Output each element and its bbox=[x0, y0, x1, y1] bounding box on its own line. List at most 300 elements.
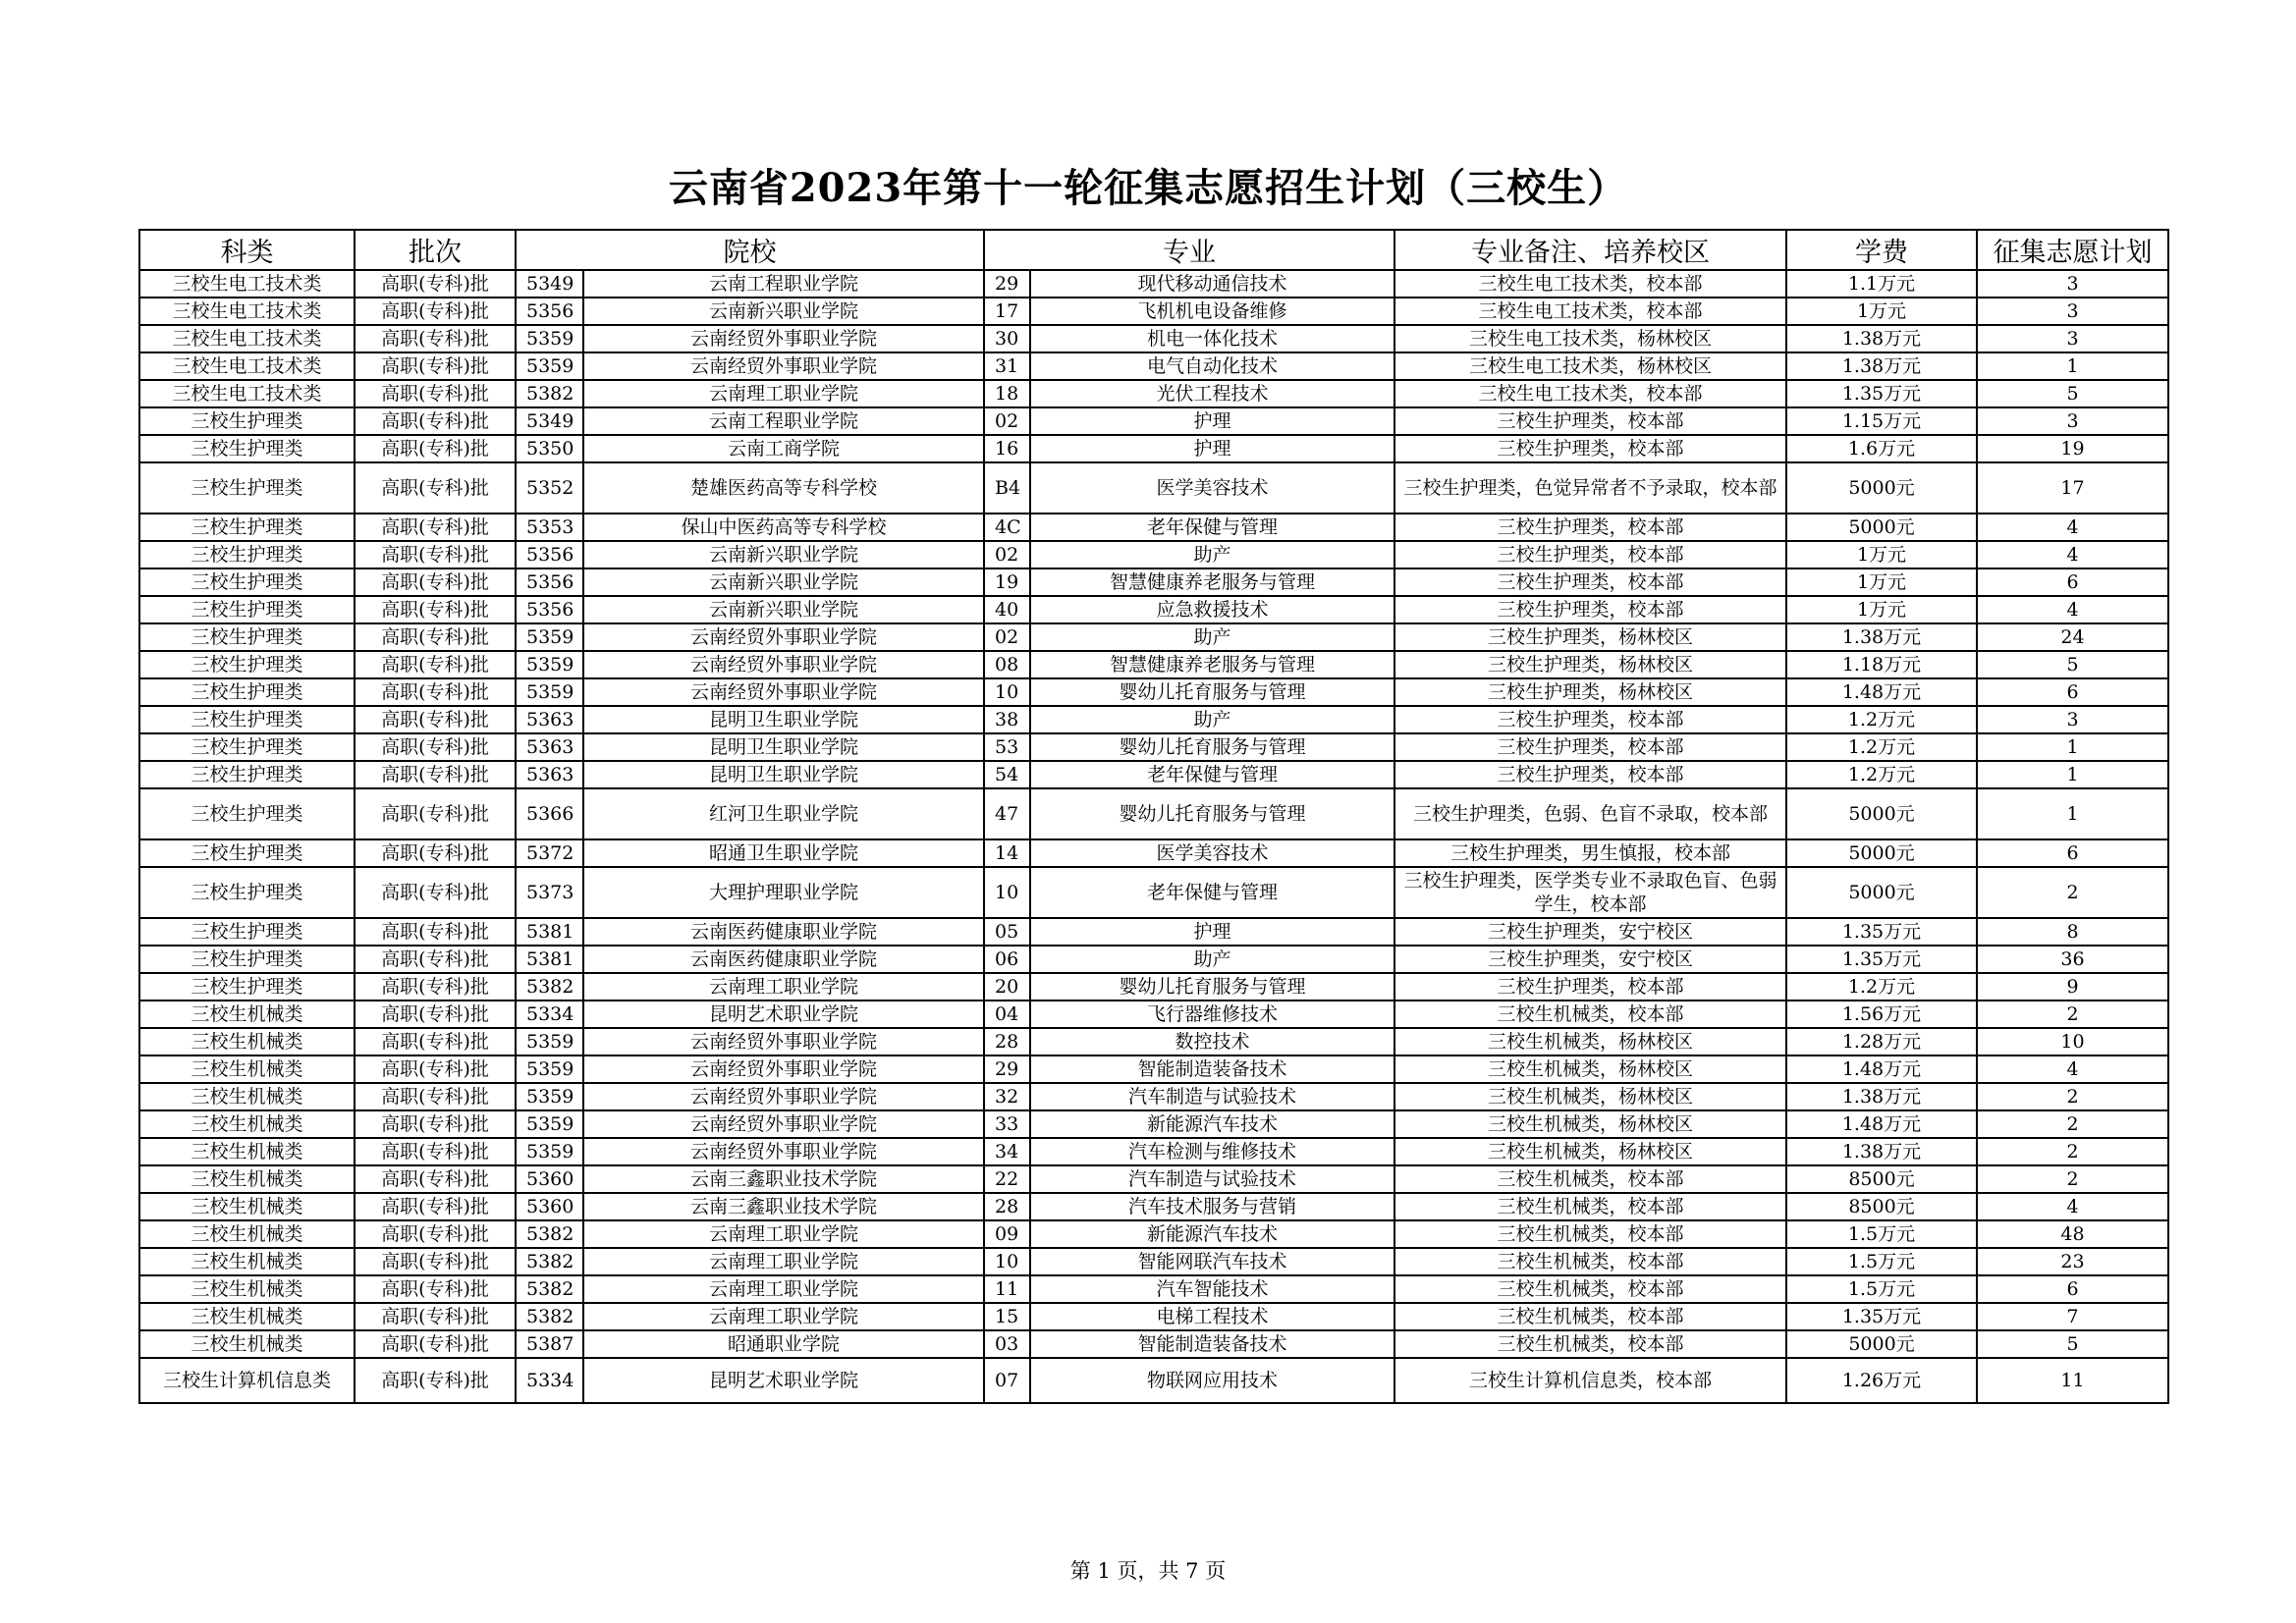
school-code-cell: 5352 bbox=[516, 462, 583, 514]
category-cell: 三校生护理类 bbox=[139, 918, 355, 946]
major-code-cell: 30 bbox=[984, 325, 1030, 352]
tuition-cell: 8500元 bbox=[1786, 1193, 1977, 1220]
school-code-cell: 5382 bbox=[516, 1220, 583, 1248]
tuition-cell: 1.38万元 bbox=[1786, 1083, 1977, 1110]
school-name-cell: 云南经贸外事职业学院 bbox=[583, 678, 984, 706]
header-school: 院校 bbox=[516, 230, 984, 270]
major-code-cell: 17 bbox=[984, 298, 1030, 325]
batch-cell: 高职(专科)批 bbox=[355, 1001, 516, 1028]
school-name-cell: 云南工商学院 bbox=[583, 435, 984, 462]
page-title: 云南省2023年第十一轮征集志愿招生计划（三校生） bbox=[668, 165, 1628, 211]
school-code-cell: 5387 bbox=[516, 1330, 583, 1358]
school-code-cell: 5356 bbox=[516, 568, 583, 596]
enrollment-plan-table bbox=[138, 229, 2169, 1404]
major-name-cell: 电气自动化技术 bbox=[1030, 352, 1394, 380]
category-cell: 三校生护理类 bbox=[139, 678, 355, 706]
table-row bbox=[139, 706, 2168, 733]
school-code-cell: 5356 bbox=[516, 596, 583, 623]
category-cell: 三校生电工技术类 bbox=[139, 380, 355, 407]
batch-cell: 高职(专科)批 bbox=[355, 1028, 516, 1055]
tuition-cell: 1.5万元 bbox=[1786, 1220, 1977, 1248]
plan-count-cell: 4 bbox=[1977, 514, 2168, 541]
tuition-cell: 1.35万元 bbox=[1786, 946, 1977, 973]
school-name-cell: 保山中医药高等专科学校 bbox=[583, 514, 984, 541]
tuition-cell: 1.38万元 bbox=[1786, 623, 1977, 651]
plan-count-cell: 9 bbox=[1977, 973, 2168, 1001]
batch-cell: 高职(专科)批 bbox=[355, 1275, 516, 1303]
school-name-cell: 云南理工职业学院 bbox=[583, 1248, 984, 1275]
school-name-cell: 云南理工职业学院 bbox=[583, 380, 984, 407]
table-row bbox=[139, 1138, 2168, 1165]
major-code-cell: 29 bbox=[984, 270, 1030, 298]
plan-count-cell: 48 bbox=[1977, 1220, 2168, 1248]
category-cell: 三校生护理类 bbox=[139, 568, 355, 596]
school-name-cell: 云南理工职业学院 bbox=[583, 1275, 984, 1303]
table-row bbox=[139, 1165, 2168, 1193]
school-code-cell: 5350 bbox=[516, 435, 583, 462]
plan-count-cell: 4 bbox=[1977, 541, 2168, 568]
category-cell: 三校生护理类 bbox=[139, 839, 355, 867]
remarks-cell: 三校生机械类，校本部 bbox=[1394, 1193, 1786, 1220]
tuition-cell: 8500元 bbox=[1786, 1165, 1977, 1193]
major-name-cell: 老年保健与管理 bbox=[1030, 514, 1394, 541]
school-code-cell: 5363 bbox=[516, 761, 583, 788]
table-row bbox=[139, 380, 2168, 407]
major-code-cell: 11 bbox=[984, 1275, 1030, 1303]
major-name-cell: 智慧健康养老服务与管理 bbox=[1030, 568, 1394, 596]
category-cell: 三校生护理类 bbox=[139, 514, 355, 541]
school-name-cell: 云南三鑫职业技术学院 bbox=[583, 1165, 984, 1193]
school-name-cell: 云南新兴职业学院 bbox=[583, 298, 984, 325]
school-name-cell: 云南新兴职业学院 bbox=[583, 568, 984, 596]
remarks-cell: 三校生机械类，校本部 bbox=[1394, 1248, 1786, 1275]
table-row bbox=[139, 1055, 2168, 1083]
major-name-cell: 现代移动通信技术 bbox=[1030, 270, 1394, 298]
school-code-cell: 5359 bbox=[516, 1138, 583, 1165]
school-name-cell: 云南医药健康职业学院 bbox=[583, 946, 984, 973]
major-code-cell: 4C bbox=[984, 514, 1030, 541]
tuition-cell: 1.38万元 bbox=[1786, 325, 1977, 352]
school-code-cell: 5382 bbox=[516, 973, 583, 1001]
remarks-cell: 三校生机械类，杨林校区 bbox=[1394, 1138, 1786, 1165]
school-name-cell: 云南工程职业学院 bbox=[583, 270, 984, 298]
school-code-cell: 5359 bbox=[516, 1055, 583, 1083]
plan-count-cell: 3 bbox=[1977, 270, 2168, 298]
school-code-cell: 5356 bbox=[516, 541, 583, 568]
category-cell: 三校生机械类 bbox=[139, 1303, 355, 1330]
major-name-cell: 电梯工程技术 bbox=[1030, 1303, 1394, 1330]
tuition-cell: 5000元 bbox=[1786, 839, 1977, 867]
batch-cell: 高职(专科)批 bbox=[355, 918, 516, 946]
tuition-cell: 1.35万元 bbox=[1786, 380, 1977, 407]
major-name-cell: 医学美容技术 bbox=[1030, 839, 1394, 867]
table-row bbox=[139, 623, 2168, 651]
major-name-cell: 汽车技术服务与营销 bbox=[1030, 1193, 1394, 1220]
major-code-cell: 09 bbox=[984, 1220, 1030, 1248]
batch-cell: 高职(专科)批 bbox=[355, 1358, 516, 1403]
school-name-cell: 云南经贸外事职业学院 bbox=[583, 1110, 984, 1138]
remarks-cell: 三校生护理类，杨林校区 bbox=[1394, 623, 1786, 651]
tuition-cell: 1.5万元 bbox=[1786, 1275, 1977, 1303]
major-name-cell: 新能源汽车技术 bbox=[1030, 1220, 1394, 1248]
table-row bbox=[139, 1083, 2168, 1110]
major-code-cell: 07 bbox=[984, 1358, 1030, 1403]
major-code-cell: 08 bbox=[984, 651, 1030, 678]
table-row bbox=[139, 596, 2168, 623]
major-name-cell: 护理 bbox=[1030, 407, 1394, 435]
plan-count-cell: 1 bbox=[1977, 788, 2168, 839]
school-name-cell: 云南经贸外事职业学院 bbox=[583, 623, 984, 651]
major-code-cell: 32 bbox=[984, 1083, 1030, 1110]
tuition-cell: 1.48万元 bbox=[1786, 678, 1977, 706]
category-cell: 三校生机械类 bbox=[139, 1001, 355, 1028]
remarks-cell: 三校生机械类，杨林校区 bbox=[1394, 1110, 1786, 1138]
category-cell: 三校生机械类 bbox=[139, 1028, 355, 1055]
remarks-cell: 三校生机械类，校本部 bbox=[1394, 1330, 1786, 1358]
school-code-cell: 5360 bbox=[516, 1165, 583, 1193]
category-cell: 三校生机械类 bbox=[139, 1248, 355, 1275]
table-row bbox=[139, 788, 2168, 839]
school-name-cell: 昭通职业学院 bbox=[583, 1330, 984, 1358]
header-tuition: 学费 bbox=[1786, 230, 1977, 270]
category-cell: 三校生电工技术类 bbox=[139, 325, 355, 352]
batch-cell: 高职(专科)批 bbox=[355, 1303, 516, 1330]
plan-count-cell: 3 bbox=[1977, 325, 2168, 352]
tuition-cell: 1.2万元 bbox=[1786, 706, 1977, 733]
batch-cell: 高职(专科)批 bbox=[355, 706, 516, 733]
batch-cell: 高职(专科)批 bbox=[355, 352, 516, 380]
tuition-cell: 1.2万元 bbox=[1786, 761, 1977, 788]
table-row bbox=[139, 1110, 2168, 1138]
school-name-cell: 云南理工职业学院 bbox=[583, 973, 984, 1001]
plan-count-cell: 24 bbox=[1977, 623, 2168, 651]
tuition-cell: 1.48万元 bbox=[1786, 1110, 1977, 1138]
category-cell: 三校生机械类 bbox=[139, 1165, 355, 1193]
major-name-cell: 智能网联汽车技术 bbox=[1030, 1248, 1394, 1275]
school-code-cell: 5381 bbox=[516, 946, 583, 973]
major-code-cell: 06 bbox=[984, 946, 1030, 973]
category-cell: 三校生护理类 bbox=[139, 733, 355, 761]
school-code-cell: 5359 bbox=[516, 678, 583, 706]
school-name-cell: 昆明艺术职业学院 bbox=[583, 1358, 984, 1403]
tuition-cell: 1.48万元 bbox=[1786, 1055, 1977, 1083]
tuition-cell: 1.6万元 bbox=[1786, 435, 1977, 462]
plan-count-cell: 2 bbox=[1977, 867, 2168, 918]
table-row bbox=[139, 867, 2168, 918]
remarks-cell: 三校生护理类，安宁校区 bbox=[1394, 946, 1786, 973]
tuition-cell: 1.18万元 bbox=[1786, 651, 1977, 678]
batch-cell: 高职(专科)批 bbox=[355, 270, 516, 298]
category-cell: 三校生机械类 bbox=[139, 1193, 355, 1220]
plan-count-cell: 6 bbox=[1977, 839, 2168, 867]
major-code-cell: 02 bbox=[984, 623, 1030, 651]
remarks-cell: 三校生护理类，校本部 bbox=[1394, 733, 1786, 761]
school-name-cell: 云南经贸外事职业学院 bbox=[583, 325, 984, 352]
major-name-cell: 机电一体化技术 bbox=[1030, 325, 1394, 352]
school-name-cell: 云南经贸外事职业学院 bbox=[583, 1083, 984, 1110]
batch-cell: 高职(专科)批 bbox=[355, 1248, 516, 1275]
remarks-cell: 三校生护理类，校本部 bbox=[1394, 541, 1786, 568]
major-code-cell: 02 bbox=[984, 541, 1030, 568]
batch-cell: 高职(专科)批 bbox=[355, 541, 516, 568]
category-cell: 三校生护理类 bbox=[139, 706, 355, 733]
table-row bbox=[139, 839, 2168, 867]
remarks-cell: 三校生机械类，校本部 bbox=[1394, 1220, 1786, 1248]
category-cell: 三校生计算机信息类 bbox=[139, 1358, 355, 1403]
school-code-cell: 5372 bbox=[516, 839, 583, 867]
remarks-cell: 三校生护理类，校本部 bbox=[1394, 568, 1786, 596]
tuition-cell: 5000元 bbox=[1786, 1330, 1977, 1358]
remarks-cell: 三校生护理类，校本部 bbox=[1394, 973, 1786, 1001]
major-code-cell: 16 bbox=[984, 435, 1030, 462]
tuition-cell: 1万元 bbox=[1786, 568, 1977, 596]
remarks-cell: 三校生护理类，校本部 bbox=[1394, 435, 1786, 462]
school-code-cell: 5360 bbox=[516, 1193, 583, 1220]
table-row bbox=[139, 1248, 2168, 1275]
school-code-cell: 5359 bbox=[516, 651, 583, 678]
plan-count-cell: 1 bbox=[1977, 352, 2168, 380]
batch-cell: 高职(专科)批 bbox=[355, 788, 516, 839]
major-code-cell: 47 bbox=[984, 788, 1030, 839]
school-code-cell: 5359 bbox=[516, 1083, 583, 1110]
major-name-cell: 婴幼儿托育服务与管理 bbox=[1030, 788, 1394, 839]
batch-cell: 高职(专科)批 bbox=[355, 733, 516, 761]
header-major: 专业 bbox=[984, 230, 1394, 270]
major-name-cell: 助产 bbox=[1030, 541, 1394, 568]
batch-cell: 高职(专科)批 bbox=[355, 407, 516, 435]
major-name-cell: 汽车检测与维修技术 bbox=[1030, 1138, 1394, 1165]
school-code-cell: 5382 bbox=[516, 1248, 583, 1275]
remarks-cell: 三校生护理类，校本部 bbox=[1394, 407, 1786, 435]
plan-count-cell: 1 bbox=[1977, 733, 2168, 761]
plan-count-cell: 17 bbox=[1977, 462, 2168, 514]
category-cell: 三校生护理类 bbox=[139, 596, 355, 623]
remarks-cell: 三校生机械类，杨林校区 bbox=[1394, 1028, 1786, 1055]
batch-cell: 高职(专科)批 bbox=[355, 867, 516, 918]
table-row bbox=[139, 325, 2168, 352]
remarks-cell: 三校生机械类，校本部 bbox=[1394, 1275, 1786, 1303]
school-code-cell: 5359 bbox=[516, 1028, 583, 1055]
category-cell: 三校生护理类 bbox=[139, 407, 355, 435]
category-cell: 三校生护理类 bbox=[139, 462, 355, 514]
major-code-cell: 54 bbox=[984, 761, 1030, 788]
batch-cell: 高职(专科)批 bbox=[355, 462, 516, 514]
plan-count-cell: 4 bbox=[1977, 1055, 2168, 1083]
remarks-cell: 三校生护理类，色弱、色盲不录取，校本部 bbox=[1394, 788, 1786, 839]
tuition-cell: 1.38万元 bbox=[1786, 352, 1977, 380]
school-name-cell: 大理护理职业学院 bbox=[583, 867, 984, 918]
remarks-cell: 三校生护理类，杨林校区 bbox=[1394, 678, 1786, 706]
tuition-cell: 1.2万元 bbox=[1786, 973, 1977, 1001]
table-row bbox=[139, 1001, 2168, 1028]
tuition-cell: 1.35万元 bbox=[1786, 918, 1977, 946]
school-name-cell: 昆明卫生职业学院 bbox=[583, 761, 984, 788]
school-code-cell: 5363 bbox=[516, 733, 583, 761]
remarks-cell: 三校生护理类，杨林校区 bbox=[1394, 651, 1786, 678]
category-cell: 三校生护理类 bbox=[139, 651, 355, 678]
category-cell: 三校生机械类 bbox=[139, 1110, 355, 1138]
category-cell: 三校生机械类 bbox=[139, 1330, 355, 1358]
major-name-cell: 飞行器维修技术 bbox=[1030, 1001, 1394, 1028]
table-header-row bbox=[139, 230, 2168, 270]
category-cell: 三校生电工技术类 bbox=[139, 352, 355, 380]
batch-cell: 高职(专科)批 bbox=[355, 1220, 516, 1248]
category-cell: 三校生护理类 bbox=[139, 541, 355, 568]
major-code-cell: 22 bbox=[984, 1165, 1030, 1193]
batch-cell: 高职(专科)批 bbox=[355, 1330, 516, 1358]
table-row bbox=[139, 1358, 2168, 1403]
table-row bbox=[139, 1193, 2168, 1220]
major-code-cell: 29 bbox=[984, 1055, 1030, 1083]
school-code-cell: 5382 bbox=[516, 1275, 583, 1303]
tuition-cell: 1万元 bbox=[1786, 541, 1977, 568]
table-row bbox=[139, 761, 2168, 788]
plan-count-cell: 5 bbox=[1977, 1330, 2168, 1358]
plan-count-cell: 19 bbox=[1977, 435, 2168, 462]
school-name-cell: 云南经贸外事职业学院 bbox=[583, 651, 984, 678]
category-cell: 三校生护理类 bbox=[139, 788, 355, 839]
major-name-cell: 飞机机电设备维修 bbox=[1030, 298, 1394, 325]
major-name-cell: 老年保健与管理 bbox=[1030, 867, 1394, 918]
school-code-cell: 5359 bbox=[516, 1110, 583, 1138]
batch-cell: 高职(专科)批 bbox=[355, 1193, 516, 1220]
major-code-cell: 02 bbox=[984, 407, 1030, 435]
plan-count-cell: 6 bbox=[1977, 568, 2168, 596]
category-cell: 三校生护理类 bbox=[139, 761, 355, 788]
plan-count-cell: 6 bbox=[1977, 678, 2168, 706]
major-code-cell: B4 bbox=[984, 462, 1030, 514]
table-row bbox=[139, 352, 2168, 380]
table-row bbox=[139, 678, 2168, 706]
tuition-cell: 1.5万元 bbox=[1786, 1248, 1977, 1275]
remarks-cell: 三校生计算机信息类，校本部 bbox=[1394, 1358, 1786, 1403]
major-name-cell: 老年保健与管理 bbox=[1030, 761, 1394, 788]
batch-cell: 高职(专科)批 bbox=[355, 761, 516, 788]
school-code-cell: 5359 bbox=[516, 352, 583, 380]
page-number: 第 1 页，共 7 页 bbox=[1069, 1559, 1227, 1583]
category-cell: 三校生护理类 bbox=[139, 973, 355, 1001]
tuition-cell: 5000元 bbox=[1786, 867, 1977, 918]
major-name-cell: 助产 bbox=[1030, 946, 1394, 973]
batch-cell: 高职(专科)批 bbox=[355, 1165, 516, 1193]
major-code-cell: 19 bbox=[984, 568, 1030, 596]
school-code-cell: 5373 bbox=[516, 867, 583, 918]
plan-count-cell: 5 bbox=[1977, 651, 2168, 678]
batch-cell: 高职(专科)批 bbox=[355, 651, 516, 678]
plan-count-cell: 2 bbox=[1977, 1165, 2168, 1193]
plan-count-cell: 3 bbox=[1977, 298, 2168, 325]
remarks-cell: 三校生机械类，杨林校区 bbox=[1394, 1055, 1786, 1083]
batch-cell: 高职(专科)批 bbox=[355, 568, 516, 596]
tuition-cell: 1.26万元 bbox=[1786, 1358, 1977, 1403]
remarks-cell: 三校生机械类，杨林校区 bbox=[1394, 1083, 1786, 1110]
major-code-cell: 20 bbox=[984, 973, 1030, 1001]
remarks-cell: 三校生机械类，校本部 bbox=[1394, 1001, 1786, 1028]
tuition-cell: 5000元 bbox=[1786, 514, 1977, 541]
tuition-cell: 1万元 bbox=[1786, 298, 1977, 325]
category-cell: 三校生电工技术类 bbox=[139, 270, 355, 298]
category-cell: 三校生机械类 bbox=[139, 1220, 355, 1248]
batch-cell: 高职(专科)批 bbox=[355, 380, 516, 407]
tuition-cell: 1.2万元 bbox=[1786, 733, 1977, 761]
major-code-cell: 14 bbox=[984, 839, 1030, 867]
batch-cell: 高职(专科)批 bbox=[355, 1138, 516, 1165]
table-row bbox=[139, 298, 2168, 325]
major-name-cell: 婴幼儿托育服务与管理 bbox=[1030, 678, 1394, 706]
table-row bbox=[139, 435, 2168, 462]
batch-cell: 高职(专科)批 bbox=[355, 946, 516, 973]
batch-cell: 高职(专科)批 bbox=[355, 678, 516, 706]
batch-cell: 高职(专科)批 bbox=[355, 1083, 516, 1110]
tuition-cell: 1.15万元 bbox=[1786, 407, 1977, 435]
category-cell: 三校生机械类 bbox=[139, 1055, 355, 1083]
school-code-cell: 5353 bbox=[516, 514, 583, 541]
tuition-cell: 1.35万元 bbox=[1786, 1303, 1977, 1330]
table-row bbox=[139, 1220, 2168, 1248]
plan-count-cell: 10 bbox=[1977, 1028, 2168, 1055]
plan-count-cell: 3 bbox=[1977, 706, 2168, 733]
table-row bbox=[139, 973, 2168, 1001]
major-code-cell: 34 bbox=[984, 1138, 1030, 1165]
header-plan: 征集志愿计划 bbox=[1977, 230, 2168, 270]
school-name-cell: 昆明艺术职业学院 bbox=[583, 1001, 984, 1028]
school-name-cell: 云南理工职业学院 bbox=[583, 1220, 984, 1248]
major-name-cell: 数控技术 bbox=[1030, 1028, 1394, 1055]
major-name-cell: 汽车制造与试验技术 bbox=[1030, 1165, 1394, 1193]
header-batch: 批次 bbox=[355, 230, 516, 270]
school-name-cell: 云南经贸外事职业学院 bbox=[583, 1055, 984, 1083]
plan-count-cell: 6 bbox=[1977, 1275, 2168, 1303]
table-row bbox=[139, 541, 2168, 568]
category-cell: 三校生护理类 bbox=[139, 623, 355, 651]
table-row bbox=[139, 568, 2168, 596]
major-code-cell: 04 bbox=[984, 1001, 1030, 1028]
major-name-cell: 护理 bbox=[1030, 435, 1394, 462]
remarks-cell: 三校生护理类，安宁校区 bbox=[1394, 918, 1786, 946]
plan-count-cell: 4 bbox=[1977, 596, 2168, 623]
major-code-cell: 53 bbox=[984, 733, 1030, 761]
major-code-cell: 03 bbox=[984, 1330, 1030, 1358]
batch-cell: 高职(专科)批 bbox=[355, 623, 516, 651]
remarks-cell: 三校生机械类，校本部 bbox=[1394, 1165, 1786, 1193]
plan-count-cell: 2 bbox=[1977, 1138, 2168, 1165]
tuition-cell: 1.1万元 bbox=[1786, 270, 1977, 298]
major-code-cell: 28 bbox=[984, 1193, 1030, 1220]
major-code-cell: 31 bbox=[984, 352, 1030, 380]
tuition-cell: 1.56万元 bbox=[1786, 1001, 1977, 1028]
major-code-cell: 10 bbox=[984, 678, 1030, 706]
table-row bbox=[139, 407, 2168, 435]
school-name-cell: 云南新兴职业学院 bbox=[583, 541, 984, 568]
school-name-cell: 云南三鑫职业技术学院 bbox=[583, 1193, 984, 1220]
category-cell: 三校生机械类 bbox=[139, 1275, 355, 1303]
plan-count-cell: 36 bbox=[1977, 946, 2168, 973]
remarks-cell: 三校生护理类，校本部 bbox=[1394, 596, 1786, 623]
school-name-cell: 云南理工职业学院 bbox=[583, 1303, 984, 1330]
school-code-cell: 5334 bbox=[516, 1358, 583, 1403]
plan-count-cell: 2 bbox=[1977, 1110, 2168, 1138]
major-code-cell: 10 bbox=[984, 1248, 1030, 1275]
major-name-cell: 汽车智能技术 bbox=[1030, 1275, 1394, 1303]
major-code-cell: 33 bbox=[984, 1110, 1030, 1138]
school-code-cell: 5359 bbox=[516, 623, 583, 651]
major-name-cell: 婴幼儿托育服务与管理 bbox=[1030, 973, 1394, 1001]
school-code-cell: 5349 bbox=[516, 407, 583, 435]
table-row bbox=[139, 514, 2168, 541]
school-code-cell: 5359 bbox=[516, 325, 583, 352]
table-row bbox=[139, 270, 2168, 298]
school-code-cell: 5366 bbox=[516, 788, 583, 839]
